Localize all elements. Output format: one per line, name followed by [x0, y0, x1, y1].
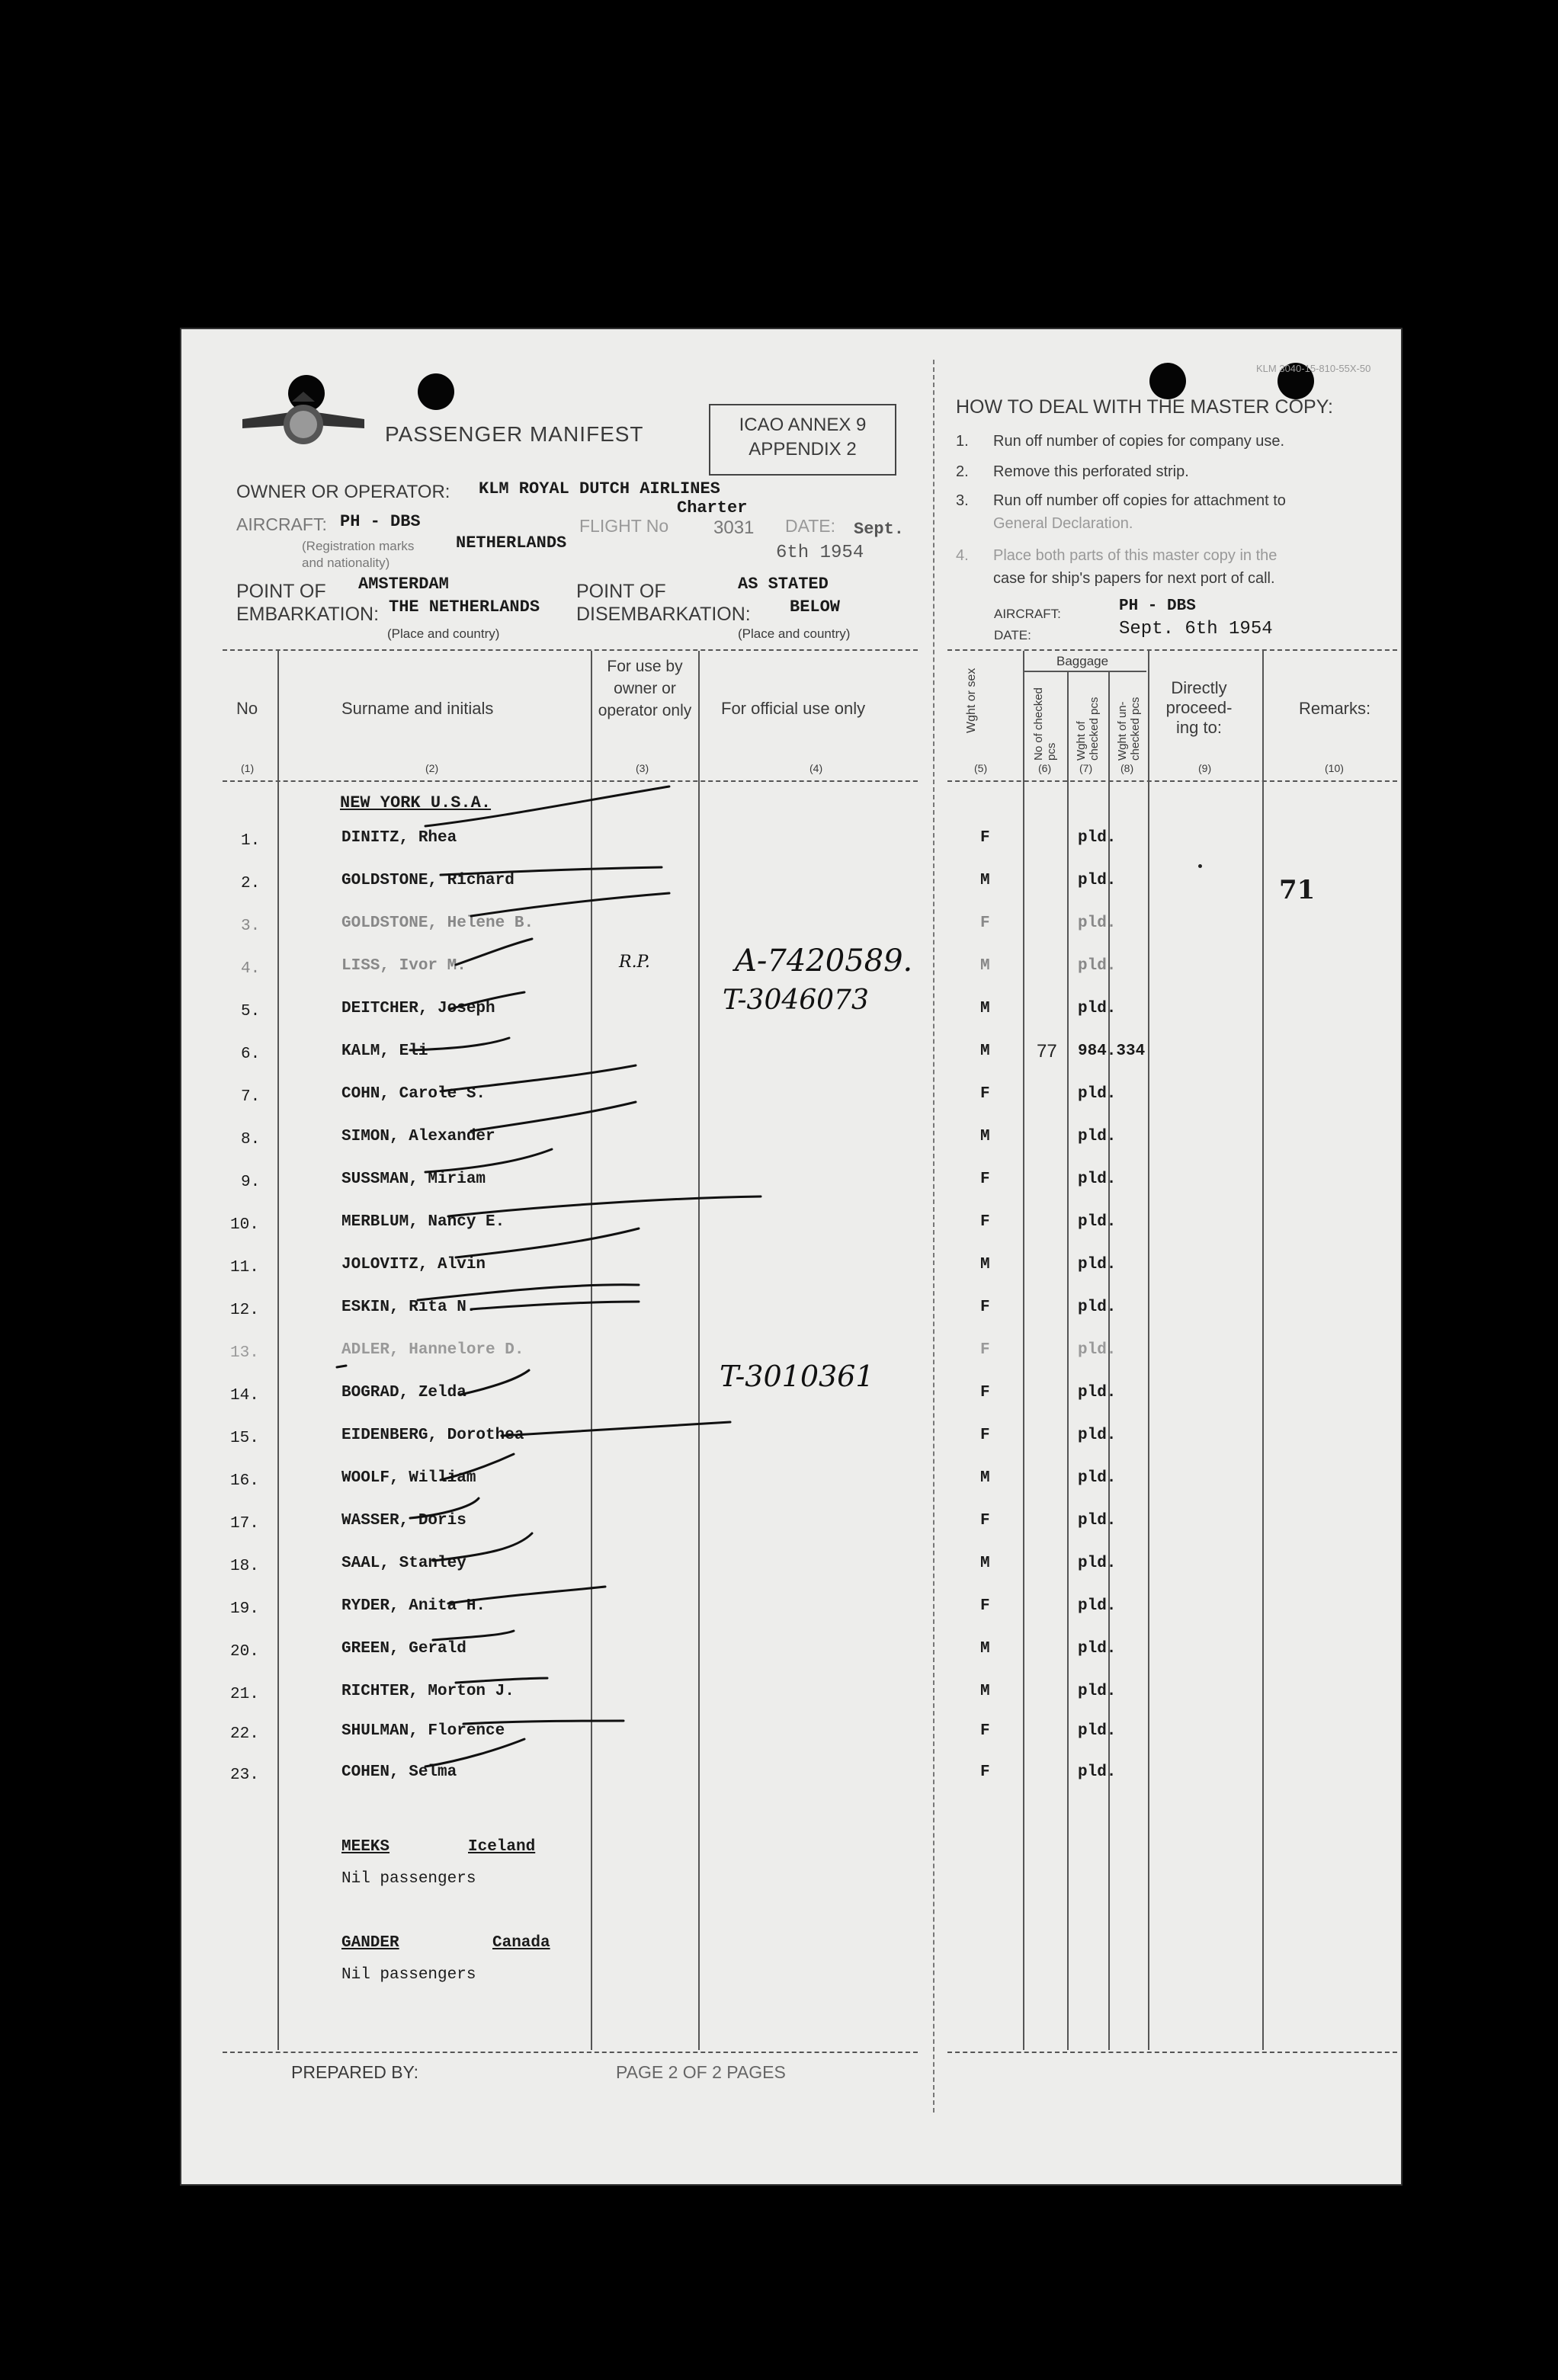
aircraft-label: AIRCRAFT:: [236, 514, 327, 534]
passenger-name: BOGRAD, Zelda: [341, 1384, 466, 1401]
annex-line1: ICAO ANNEX 9: [739, 415, 867, 435]
baggage-value: pld.: [1078, 1000, 1117, 1017]
gander-note: Nil passengers: [341, 1966, 476, 1984]
col-number: (2): [425, 762, 439, 774]
page-indicator: PAGE 2 OF 2 PAGES: [616, 2062, 786, 2082]
passenger-name: KALM, Eli: [341, 1043, 428, 1060]
col-baggage: Baggage: [1056, 654, 1109, 668]
passenger-sex: M: [980, 1128, 990, 1145]
col-number: (7): [1079, 762, 1093, 774]
instruction-text: General Declaration.: [993, 515, 1133, 532]
col-official: For official use only: [721, 699, 866, 718]
passenger-name: COHN, Carole S.: [341, 1085, 486, 1103]
row-number: 22.: [230, 1725, 259, 1743]
col-number: (3): [636, 762, 649, 774]
embark-note: (Place and country): [387, 626, 500, 641]
instruction-number: 1.: [956, 433, 969, 450]
document-title: PASSENGER MANIFEST: [385, 422, 644, 446]
baggage-value: pld.: [1078, 1640, 1117, 1658]
handwritten-strokes: [181, 329, 1401, 2184]
embark-label1: POINT OF: [236, 581, 326, 602]
instruction-number: 2.: [956, 463, 969, 480]
baggage-value: pld.: [1078, 1128, 1117, 1145]
annex-line2: APPENDIX 2: [749, 439, 857, 460]
col-number: (8): [1120, 762, 1134, 774]
row-number: 14.: [230, 1387, 259, 1405]
baggage-value: pld.: [1078, 1722, 1117, 1740]
remark-71: 71: [1279, 875, 1316, 905]
row-number: 2.: [241, 875, 261, 892]
meeks-note: Nil passengers: [341, 1870, 476, 1888]
disembark-label1: POINT OF: [576, 581, 666, 602]
passenger-sex: F: [980, 915, 990, 932]
row-number: 16.: [230, 1472, 259, 1490]
baggage-value: pld.: [1078, 1555, 1117, 1572]
col-weight-unchecked: Wght of un-checked pcs: [1116, 697, 1142, 761]
instruction-text: Remove this perforated strip.: [993, 463, 1189, 480]
row-number: 11.: [230, 1259, 259, 1276]
baggage-value: pld.: [1078, 1256, 1117, 1273]
baggage-value: pld.: [1078, 1427, 1117, 1444]
baggage-value: pld.: [1078, 1384, 1117, 1401]
baggage-value: pld.: [1078, 1299, 1117, 1316]
row-number: 10.: [230, 1216, 259, 1234]
date-value1: Sept.: [854, 520, 905, 539]
col-number: (1): [241, 762, 255, 774]
passenger-sex: M: [980, 1683, 990, 1700]
meeks-place: MEEKS: [341, 1838, 390, 1856]
col-number: (10): [1325, 762, 1344, 774]
passenger-sex: F: [980, 1427, 990, 1444]
passenger-name: RICHTER, Morton J.: [341, 1683, 515, 1700]
passenger-sex: M: [980, 1256, 990, 1273]
passenger-sex: M: [980, 957, 990, 975]
passenger-name: SUSSMAN, Miriam: [341, 1171, 486, 1188]
row-number: 15.: [230, 1430, 259, 1447]
baggage-value: pld.: [1078, 1171, 1117, 1188]
handwritten-passport-3: T-3010361: [720, 1360, 874, 1393]
master-aircraft-value: PH - DBS: [1119, 597, 1196, 615]
instruction-text: Run off number of copies for company use.: [993, 433, 1285, 450]
row-number: 8.: [241, 1131, 261, 1148]
prepared-by-label: PREPARED BY:: [291, 2062, 419, 2082]
passenger-sex: M: [980, 1000, 990, 1017]
passenger-name: GOLDSTONE, Richard: [341, 872, 515, 889]
row-number: 9.: [241, 1174, 261, 1191]
aircraft-note1: (Registration marks: [302, 539, 415, 553]
passenger-name: RYDER, Anita H.: [341, 1597, 486, 1615]
form-code: KLM 3040-15-810-55X-50: [1256, 363, 1371, 374]
row-number: 7.: [241, 1088, 261, 1106]
embark-value1: AMSTERDAM: [358, 575, 449, 594]
gander-country: Canada: [492, 1934, 550, 1952]
passenger-sex: F: [980, 1722, 990, 1740]
passenger-sex: F: [980, 1171, 990, 1188]
master-date-label: DATE:: [994, 628, 1031, 642]
row-number: 18.: [230, 1558, 259, 1575]
row-number: 4.: [241, 960, 261, 978]
row-number: 20.: [230, 1643, 259, 1661]
manifest-page: [181, 329, 1401, 2184]
checked-pieces-count: 77: [1037, 1041, 1057, 1062]
baggage-value: pld.: [1078, 915, 1117, 932]
baggage-value: pld.: [1078, 872, 1117, 889]
master-date-value: Sept. 6th 1954: [1119, 619, 1273, 639]
baggage-value: pld.: [1078, 1597, 1117, 1615]
passenger-sex: F: [980, 1085, 990, 1103]
aircraft-value: PH - DBS: [340, 512, 421, 531]
baggage-value: pld.: [1078, 957, 1117, 975]
ink-mark: [1198, 864, 1202, 868]
row-number: 1.: [241, 832, 261, 850]
passenger-name: JOLOVITZ, Alvin: [341, 1256, 486, 1273]
owner-value: KLM ROYAL DUTCH AIRLINES: [479, 479, 720, 498]
row-number: 23.: [230, 1767, 259, 1784]
col-number: (9): [1198, 762, 1212, 774]
date-label: DATE:: [785, 516, 836, 536]
baggage-value: pld.: [1078, 1085, 1117, 1103]
passenger-name: DEITCHER, Joseph: [341, 1000, 495, 1017]
baggage-value: pld.: [1078, 1213, 1117, 1231]
passenger-name: EIDENBERG, Dorothea: [341, 1427, 524, 1444]
col-number: (4): [809, 762, 823, 774]
baggage-value: pld.: [1078, 1341, 1117, 1359]
meeks-country: Iceland: [468, 1838, 536, 1856]
passenger-sex: F: [980, 1512, 990, 1530]
passenger-name: ADLER, Hannelore D.: [341, 1341, 524, 1359]
passenger-name: ESKIN, Rita N.: [341, 1299, 476, 1316]
embark-label2: EMBARKATION:: [236, 604, 380, 625]
nationality-value: NETHERLANDS: [456, 533, 567, 553]
row-number: 17.: [230, 1515, 259, 1533]
disembark-label2: DISEMBARKATION:: [576, 604, 751, 625]
handwritten-rp: R.P.: [619, 953, 650, 972]
disembark-value2: BELOW: [790, 597, 841, 617]
col-checked-pcs: No of checked pcs: [1032, 687, 1058, 761]
baggage-value: pld.: [1078, 1512, 1117, 1530]
col-remarks: Remarks:: [1299, 699, 1371, 718]
baggage-value: pld.: [1078, 1683, 1117, 1700]
passenger-name: COHEN, Selma: [341, 1763, 457, 1781]
passenger-name: DINITZ, Rhea: [341, 829, 457, 847]
instruction-number: 4.: [956, 547, 969, 564]
col-directly: Directly proceed-ing to:: [1165, 678, 1233, 737]
passenger-sex: M: [980, 1043, 990, 1060]
section-newyork: NEW YORK U.S.A.: [340, 793, 492, 812]
gander-place: GANDER: [341, 1934, 399, 1952]
passenger-sex: F: [980, 1213, 990, 1231]
row-number: 6.: [241, 1046, 261, 1063]
flight-label: FLIGHT No: [579, 516, 669, 536]
passenger-sex: M: [980, 1469, 990, 1487]
disembark-value1: AS STATED: [738, 575, 829, 594]
master-aircraft-label: AIRCRAFT:: [994, 607, 1061, 621]
passenger-name: GREEN, Gerald: [341, 1640, 466, 1658]
instruction-text: Place both parts of this master copy in the: [993, 547, 1277, 564]
row-number: 13.: [230, 1344, 259, 1362]
col-no: No: [236, 699, 258, 718]
col-owner-use: For use by owner or operator only: [598, 658, 692, 719]
instruction-number: 3.: [956, 492, 969, 509]
row-number: 3.: [241, 918, 261, 935]
col-number: (5): [974, 762, 988, 774]
baggage-value: pld.: [1078, 1763, 1117, 1781]
passenger-sex: F: [980, 1341, 990, 1359]
instructions-title: HOW TO DEAL WITH THE MASTER COPY:: [956, 396, 1333, 418]
passenger-sex: F: [980, 829, 990, 847]
disembark-note: (Place and country): [738, 626, 851, 641]
row-number: 19.: [230, 1600, 259, 1618]
col-number: (6): [1038, 762, 1052, 774]
passenger-sex: M: [980, 1640, 990, 1658]
passenger-sex: M: [980, 1555, 990, 1572]
row-number: 12.: [230, 1302, 259, 1319]
embark-value2: THE NETHERLANDS: [389, 597, 540, 617]
aircraft-note2: and nationality): [302, 556, 390, 570]
instruction-text: Run off number off copies for attachment to: [993, 492, 1286, 509]
flight-number: 3031: [713, 517, 755, 538]
handwritten-passport-2: T-3046073: [723, 985, 869, 1016]
passenger-sex: F: [980, 1597, 990, 1615]
col-weight-checked: Wght of checked pcs: [1075, 697, 1101, 761]
passenger-sex: F: [980, 1384, 990, 1401]
passenger-name: SHULMAN, Florence: [341, 1722, 505, 1740]
baggage-value: pld.: [1078, 829, 1117, 847]
owner-label: OWNER OR OPERATOR:: [236, 482, 450, 502]
baggage-value: 984.334: [1078, 1043, 1146, 1060]
passenger-name: SIMON, Alexander: [341, 1128, 495, 1145]
instruction-text: case for ship's papers for next port of call.: [993, 570, 1275, 587]
passenger-name: LISS, Ivor M.: [341, 957, 466, 975]
passenger-name: SAAL, Stanley: [341, 1555, 466, 1572]
passenger-sex: F: [980, 1299, 990, 1316]
row-number: 5.: [241, 1003, 261, 1020]
passenger-name: MERBLUM, Nancy E.: [341, 1213, 505, 1231]
passenger-name: GOLDSTONE, Helene B.: [341, 915, 534, 932]
passenger-sex: F: [980, 1763, 990, 1781]
handwritten-passport-1: A-7420589.: [735, 943, 913, 979]
flight-charter: Charter: [677, 498, 748, 517]
passenger-sex: M: [980, 872, 990, 889]
baggage-value: pld.: [1078, 1469, 1117, 1487]
col-weight-sex: Wght or sex: [965, 668, 978, 733]
passenger-name: WASSER, Doris: [341, 1512, 466, 1530]
date-value2: 6th 1954: [776, 543, 864, 563]
row-number: 21.: [230, 1686, 259, 1703]
col-name: Surname and initials: [341, 699, 494, 718]
passenger-name: WOOLF, William: [341, 1469, 476, 1487]
